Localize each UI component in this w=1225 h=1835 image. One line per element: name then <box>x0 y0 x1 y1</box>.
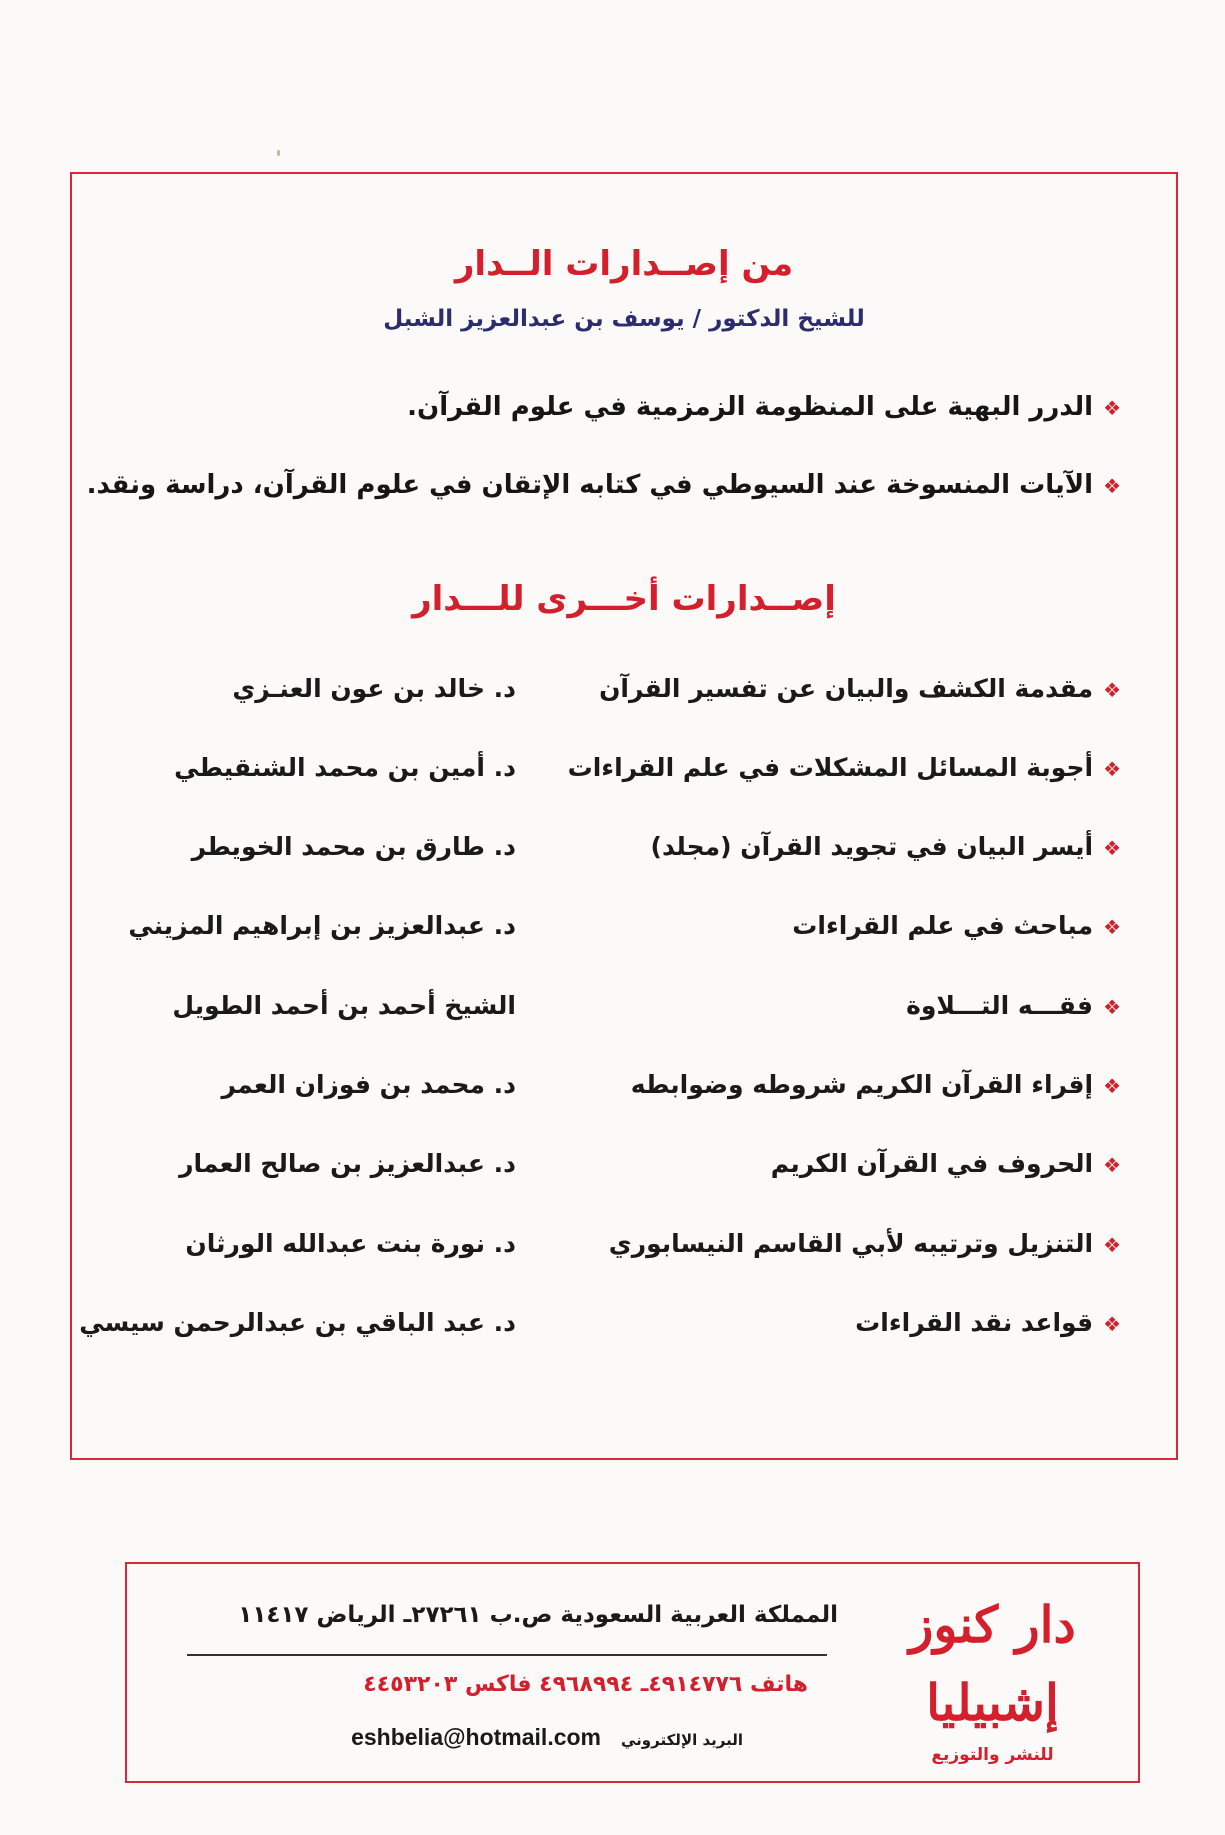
logo-name: دار كنوز إشبيليا <box>909 1595 1076 1732</box>
book-title: مقدمة الكشف والبيان عن تفسير القرآن <box>599 674 1094 703</box>
book-title: الحروف في القرآن الكريم <box>770 1149 1094 1178</box>
table-row <box>72 1308 1176 1358</box>
list-item-text: الدرر البهية على المنظومة الزمزمية في علوم القرآن. <box>407 392 1094 422</box>
table-row <box>72 753 1176 803</box>
author-line: للشيخ الدكتور / يوسف بن عبدالعزيز الشبل <box>383 306 865 332</box>
bullet-diamond-icon: ❖ <box>1103 1312 1121 1336</box>
bullet-diamond-icon: ❖ <box>1103 757 1121 781</box>
bullet-diamond-icon: ❖ <box>1103 915 1121 939</box>
table-row <box>72 832 1176 882</box>
book-title: مباحث في علم القراءات <box>792 911 1094 940</box>
book-title: فقـــه التـــلاوة <box>906 991 1094 1020</box>
postal-address: المملكة العربية السعودية ص.ب ٢٧٢٦١ـ الرياض ١١٤١٧ <box>238 1602 838 1628</box>
book-author: د. عبدالعزيز بن إبراهيم المزيني <box>128 911 516 940</box>
book-author: الشيخ أحمد بن أحمد الطويل <box>172 991 516 1020</box>
contact-frame <box>125 1562 1140 1783</box>
book-title: التنزيل وترتيبه لأبي القاسم النيسابوري <box>608 1229 1094 1258</box>
bullet-diamond-icon: ❖ <box>1103 1074 1121 1098</box>
paper-speck <box>277 150 280 156</box>
bullet-diamond-icon: ❖ <box>1103 1233 1121 1257</box>
bullet-diamond-icon: ❖ <box>1103 995 1121 1019</box>
publications-frame <box>70 172 1178 1460</box>
table-row <box>72 1149 1176 1199</box>
list-item <box>407 392 1121 422</box>
from-publisher-heading: من إصــدارات الــدار <box>454 244 794 284</box>
table-row <box>72 991 1176 1041</box>
book-title: أجوبة المسائل المشكلات في علم القراءات <box>567 753 1094 782</box>
other-publications-heading: إصــدارات أخـــرى للـــدار <box>412 579 836 619</box>
table-row <box>72 674 1176 724</box>
bullet-diamond-icon: ❖ <box>1103 678 1121 702</box>
email-link[interactable]: eshbelia@hotmail.com <box>351 1724 601 1750</box>
list-item-text: الآيات المنسوخة عند السيوطي في كتابه الإتقان في علوم القرآن، دراسة ونقد. <box>86 470 1094 500</box>
divider <box>187 1654 827 1656</box>
book-title: أيسر البيان في تجويد القرآن (مجلد) <box>650 832 1094 861</box>
bullet-diamond-icon: ❖ <box>1103 473 1121 498</box>
bullet-diamond-icon: ❖ <box>1103 836 1121 860</box>
book-author: د. طارق بن محمد الخويطر <box>191 832 516 861</box>
book-title: قواعد نقد القراءات <box>855 1308 1094 1337</box>
publisher-logo <box>865 1586 1120 1765</box>
email-label: البريد الإلكتروني <box>621 1731 743 1749</box>
email-row <box>351 1724 743 1751</box>
bullet-diamond-icon: ❖ <box>1103 395 1121 420</box>
logo-tagline: للنشر والتوزيع <box>931 1745 1054 1765</box>
book-author: د. عبدالعزيز بن صالح العمار <box>179 1149 516 1178</box>
book-author: د. نورة بنت عبدالله الورثان <box>185 1229 516 1258</box>
book-author: د. أمين بن محمد الشنقيطي <box>174 753 516 782</box>
book-author: د. عبد الباقي بن عبدالرحمن سيسي <box>79 1308 516 1337</box>
phone-fax: هاتف ٤٩١٤٧٧٦ـ ٤٩٦٨٩٩٤ فاكس ٤٤٥٣٢٠٣ <box>363 1672 808 1697</box>
book-author: د. محمد بن فوزان العمر <box>221 1070 516 1099</box>
book-author: د. خالد بن عون العنـزي <box>232 674 516 703</box>
list-item <box>87 470 1121 500</box>
table-row <box>72 1070 1176 1120</box>
table-row <box>72 911 1176 961</box>
book-title: إقراء القرآن الكريم شروطه وضوابطه <box>630 1070 1094 1099</box>
table-row <box>72 1229 1176 1279</box>
bullet-diamond-icon: ❖ <box>1103 1153 1121 1177</box>
